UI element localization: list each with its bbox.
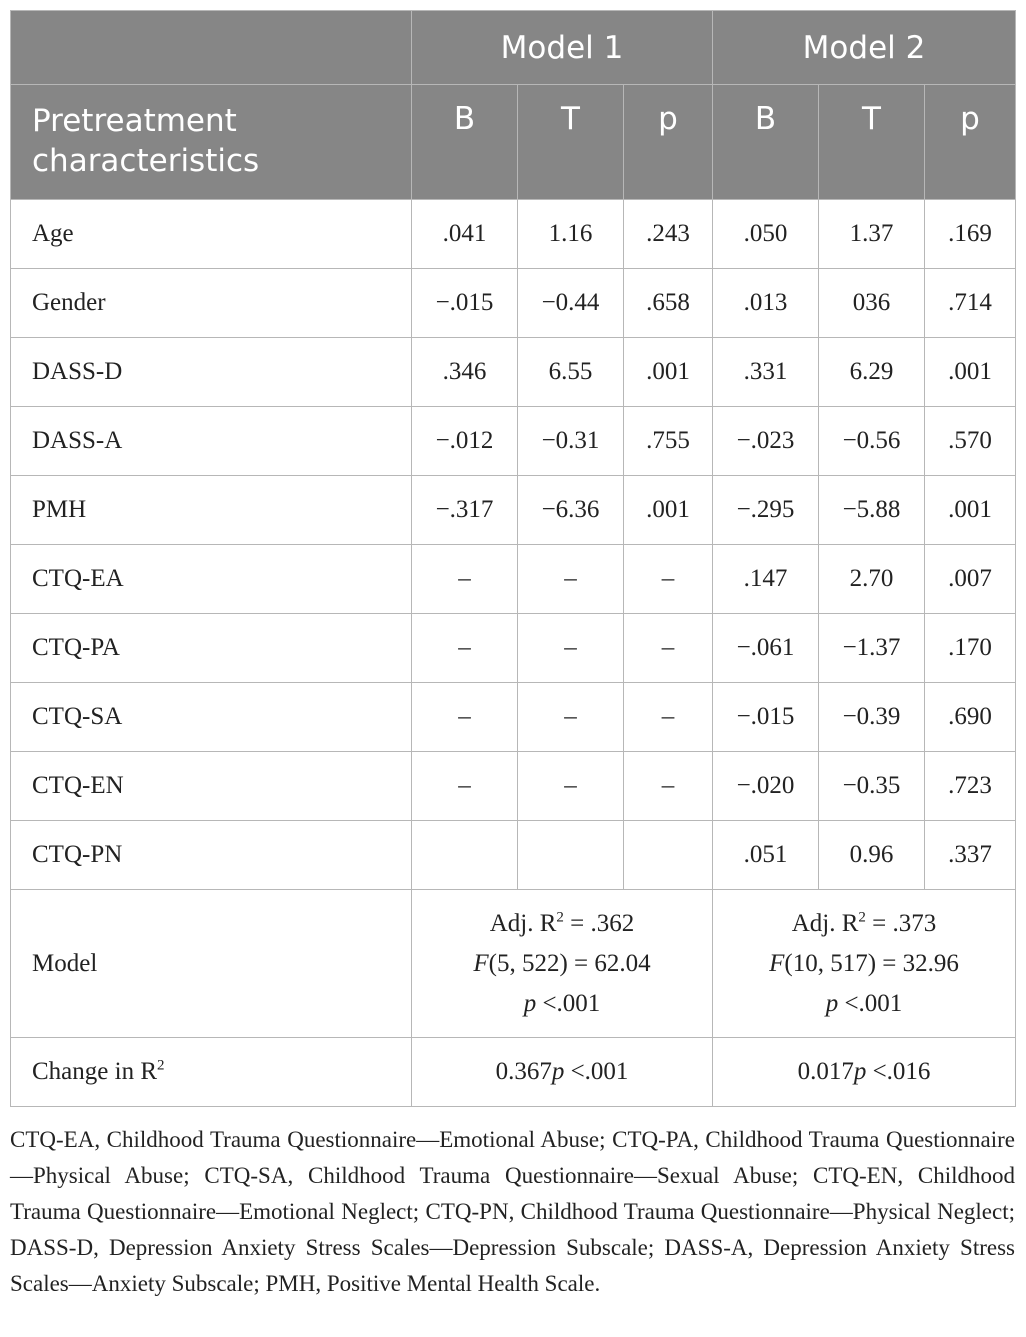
- table-row: [11, 545, 1016, 614]
- cell-b-model1: –: [412, 683, 518, 752]
- cell-b-model2: −.295: [713, 476, 819, 545]
- cell-t-model1: −6.36: [518, 476, 624, 545]
- row-label: Age: [11, 200, 412, 269]
- row-label: PMH: [11, 476, 412, 545]
- col-header-t-model2: T: [819, 85, 925, 200]
- cell-p-model2: .169: [925, 200, 1016, 269]
- cell-p-model2: .001: [925, 338, 1016, 407]
- table-row: [11, 200, 1016, 269]
- table-row: [11, 821, 1016, 890]
- cell-t-model1: [518, 821, 624, 890]
- cell-p-model2: .001: [925, 476, 1016, 545]
- cell-p-model2: .337: [925, 821, 1016, 890]
- cell-p-model1: –: [624, 683, 713, 752]
- table-body: [11, 200, 1016, 1107]
- cell-t-model1: −0.31: [518, 407, 624, 476]
- regression-table: [10, 10, 1016, 1107]
- cell-b-model1: −.012: [412, 407, 518, 476]
- model-header-row: [11, 11, 1016, 85]
- row-header-label: Pretreatment characteristics: [11, 85, 412, 200]
- cell-p-model1: .243: [624, 200, 713, 269]
- col-header-p-model1: p: [624, 85, 713, 200]
- cell-p-model1: .658: [624, 269, 713, 338]
- cell-b-model2: −.061: [713, 614, 819, 683]
- cell-b-model2: −.020: [713, 752, 819, 821]
- row-label: CTQ-EA: [11, 545, 412, 614]
- cell-t-model1: –: [518, 614, 624, 683]
- cell-p-model1: .001: [624, 338, 713, 407]
- table-row: [11, 407, 1016, 476]
- row-label: CTQ-EN: [11, 752, 412, 821]
- model2-p-value: p <.001: [825, 989, 903, 1017]
- cell-t-model2: 6.29: [819, 338, 925, 407]
- model1-header: Model 1: [412, 11, 713, 85]
- cell-b-model2: −.015: [713, 683, 819, 752]
- cell-p-model1: .001: [624, 476, 713, 545]
- row-label: DASS-A: [11, 407, 412, 476]
- cell-b-model1: [412, 821, 518, 890]
- table-row: [11, 683, 1016, 752]
- col-header-b-model1: B: [412, 85, 518, 200]
- cell-t-model1: 1.16: [518, 200, 624, 269]
- cell-b-model2: .331: [713, 338, 819, 407]
- row-label: Change in $R^2$: [11, 1038, 412, 1107]
- model1-change-r2: 0.367p <.001: [412, 1038, 713, 1107]
- cell-t-model1: –: [518, 752, 624, 821]
- cell-b-model2: .050: [713, 200, 819, 269]
- row-label: CTQ-SA: [11, 683, 412, 752]
- cell-b-model1: –: [412, 614, 518, 683]
- change-r2-row: [11, 1038, 1016, 1107]
- table-row: [11, 269, 1016, 338]
- cell-t-model2: −1.37: [819, 614, 925, 683]
- cell-t-model1: –: [518, 545, 624, 614]
- cell-b-model2: −.023: [713, 407, 819, 476]
- column-header-row: [11, 85, 1016, 200]
- cell-t-model2: −0.39: [819, 683, 925, 752]
- model2-header: Model 2: [713, 11, 1016, 85]
- col-header-t-model1: T: [518, 85, 624, 200]
- cell-t-model2: −5.88: [819, 476, 925, 545]
- row-label: CTQ-PN: [11, 821, 412, 890]
- row-label: Gender: [11, 269, 412, 338]
- model2-adj-r2: Adj. $R^2 = .373$: [791, 909, 937, 937]
- cell-t-model2: 0.96: [819, 821, 925, 890]
- model2-change-r2: 0.017p <.016: [713, 1038, 1016, 1107]
- cell-t-model2: −0.56: [819, 407, 925, 476]
- row-label: CTQ-PA: [11, 614, 412, 683]
- model1-fit-stats: [412, 890, 713, 1038]
- table-header: [11, 11, 1016, 200]
- table-row: [11, 476, 1016, 545]
- cell-t-model2: 2.70: [819, 545, 925, 614]
- cell-p-model1: [624, 821, 713, 890]
- cell-t-model1: 6.55: [518, 338, 624, 407]
- col-header-p-model2: p: [925, 85, 1016, 200]
- table-row: [11, 338, 1016, 407]
- model1-p-value: p <.001: [523, 989, 601, 1017]
- cell-p-model2: .690: [925, 683, 1016, 752]
- cell-p-model1: –: [624, 614, 713, 683]
- cell-p-model2: .007: [925, 545, 1016, 614]
- cell-p-model2: .723: [925, 752, 1016, 821]
- col-header-b-model2: B: [713, 85, 819, 200]
- cell-t-model2: −0.35: [819, 752, 925, 821]
- cell-t-model2: 036: [819, 269, 925, 338]
- table-row: [11, 752, 1016, 821]
- cell-p-model2: .570: [925, 407, 1016, 476]
- model-fit-row: [11, 890, 1016, 1038]
- cell-p-model1: –: [624, 752, 713, 821]
- table-row: [11, 614, 1016, 683]
- cell-b-model1: –: [412, 545, 518, 614]
- cell-p-model2: .714: [925, 269, 1016, 338]
- model2-fit-stats: [713, 890, 1016, 1038]
- cell-b-model1: −.015: [412, 269, 518, 338]
- cell-p-model1: .755: [624, 407, 713, 476]
- cell-b-model2: .013: [713, 269, 819, 338]
- cell-t-model1: −0.44: [518, 269, 624, 338]
- cell-b-model1: −.317: [412, 476, 518, 545]
- cell-b-model1: .041: [412, 200, 518, 269]
- model1-adj-r2: Adj. $R^2 = .362$: [489, 909, 635, 937]
- header-blank-cell: [11, 11, 412, 85]
- cell-t-model2: 1.37: [819, 200, 925, 269]
- table-footnote: CTQ-EA, Childhood Trauma Questionnaire—Emotional Abuse; CTQ-PA, Childhood Trauma Questionnaire—Physical Abuse; CTQ-SA, Childhood Trauma Questionnaire—Sexual Abuse; CTQ-EN, Childhood Trauma Questionnaire—Emotional Neglect; CTQ-PN, Childhood Trauma Questionnaire—Physical Neglect; DASS-D, Depression Anxiety Stress Scales—Depression Subscale; DASS-A, Depression Anxiety Stress Scales—Anxiety Subscale; PMH, Positive Mental Health Scale.: [10, 1127, 1015, 1296]
- model1-f-stat: F(5, 522) = 62.04: [473, 949, 651, 977]
- row-label: DASS-D: [11, 338, 412, 407]
- cell-b-model1: .346: [412, 338, 518, 407]
- cell-p-model1: –: [624, 545, 713, 614]
- cell-b-model1: –: [412, 752, 518, 821]
- cell-b-model2: .051: [713, 821, 819, 890]
- model2-f-stat: F(10, 517) = 32.96: [769, 949, 959, 977]
- cell-t-model1: –: [518, 683, 624, 752]
- cell-p-model2: .170: [925, 614, 1016, 683]
- cell-b-model2: .147: [713, 545, 819, 614]
- row-label: Model: [11, 890, 412, 1038]
